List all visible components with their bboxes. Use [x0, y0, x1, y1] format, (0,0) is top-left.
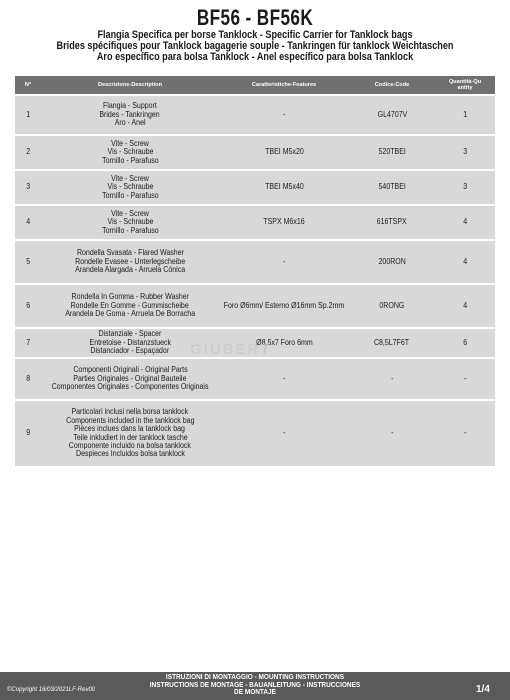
row-code — [349, 111, 435, 119]
row-code-text: - — [390, 373, 394, 383]
description-line: Teile inkludiert in der tanklock tasche — [72, 432, 188, 442]
row-features-text: - — [282, 256, 286, 266]
row-number — [15, 111, 41, 119]
description-line: Vis - Schraube — [107, 217, 153, 227]
row-description — [41, 249, 219, 274]
description-line: Rondella In Gomma - Rubber Washer — [71, 292, 189, 302]
row-description — [41, 175, 219, 200]
row-number-text: 1 — [26, 109, 30, 119]
row-code — [349, 375, 435, 383]
description-line: Vis - Schraube — [107, 147, 153, 157]
row-description — [41, 140, 219, 165]
description-line: Rondelle Evasee - Unterlegscheibe — [74, 256, 185, 266]
row-code-text: - — [390, 428, 394, 438]
table-row — [15, 136, 495, 169]
row-code — [349, 258, 435, 266]
description-line: Vite - Screw — [111, 208, 149, 218]
row-code-text: 200RON — [378, 256, 406, 266]
row-features-text: - — [282, 373, 286, 383]
description-line: Tornillo - Parafuso — [101, 190, 159, 200]
description-line: Componentes Originales - Componentes Originais — [51, 382, 209, 392]
row-features — [219, 111, 349, 119]
row-number — [15, 339, 41, 347]
description-line: Distanciador - Espaçador — [90, 346, 170, 356]
row-number-text: 8 — [26, 373, 30, 383]
table-body — [15, 96, 495, 466]
row-features-text: TSPX M6x16 — [263, 217, 305, 227]
row-number-text: 3 — [26, 182, 30, 192]
row-features — [219, 375, 349, 383]
row-code — [349, 183, 435, 191]
description-line: Componente incluido na bolsa tanklock — [68, 440, 192, 450]
row-number — [15, 375, 41, 383]
subtitle-line-2: Brides spécifiques pour Tanklock bagagerie souple - Tankringen für tanklock Weichtaschen — [56, 40, 454, 52]
header-code: Codice-Code — [374, 82, 410, 88]
row-quantity — [435, 258, 495, 266]
row-features — [219, 302, 349, 310]
row-number-text: 6 — [26, 300, 30, 310]
row-number — [15, 148, 41, 156]
row-quantity-text: 3 — [463, 182, 467, 192]
row-quantity-text: - — [463, 373, 467, 383]
row-quantity — [435, 148, 495, 156]
table-row — [15, 206, 495, 239]
row-quantity — [435, 111, 495, 119]
row-quantity — [435, 339, 495, 347]
row-features — [219, 429, 349, 437]
watermark: GIUBERT — [190, 341, 272, 358]
row-quantity-text: 4 — [463, 217, 467, 227]
row-number-text: 9 — [26, 428, 30, 438]
row-quantity — [435, 429, 495, 437]
row-features-text: - — [282, 428, 286, 438]
description-line: Vis - Schraube — [107, 182, 153, 192]
table-row — [15, 171, 495, 204]
row-code-text: 520TBEI — [378, 147, 406, 157]
description-line: Vite - Screw — [111, 173, 149, 183]
row-description — [41, 210, 219, 235]
description-line: Brides - Tankringen — [99, 109, 161, 119]
row-features — [219, 148, 349, 156]
row-features — [219, 183, 349, 191]
description-line: Entretoise - Distanzstueck — [89, 337, 171, 347]
row-number-text: 5 — [26, 256, 30, 266]
description-line: Particolari inclusi nella borsa tanklock — [71, 407, 189, 417]
row-quantity-text: 4 — [463, 256, 467, 266]
row-code-text: 0RONG — [379, 300, 405, 310]
header-quantity-text: Quantità-Quantity — [448, 79, 482, 91]
row-description — [41, 408, 219, 458]
row-number — [15, 302, 41, 310]
row-code — [349, 339, 435, 347]
row-features-text: Foro Ø6mm/ Esterno Ø16mm Sp.2mm — [223, 300, 345, 310]
header-quantity — [435, 79, 495, 91]
footer-line-1: ISTRUZIONI DI MONTAGGIO - MOUNTING INSTRUCTIONS — [165, 672, 345, 681]
footer-title — [130, 673, 380, 696]
row-features-text: TBEI M5x20 — [264, 147, 304, 157]
header-description: Descrizione-Description — [97, 82, 163, 88]
row-code — [349, 218, 435, 226]
description-line: Rondelle En Gomme - Gummischeibe — [70, 300, 190, 310]
row-features — [219, 258, 349, 266]
row-quantity — [435, 218, 495, 226]
row-quantity-text: 4 — [463, 300, 467, 310]
row-number — [15, 218, 41, 226]
document-title: BF56 - BF56K — [196, 5, 314, 30]
row-number — [15, 183, 41, 191]
row-number — [15, 429, 41, 437]
description-line: Distanziale - Spacer — [98, 329, 162, 339]
description-line: Tornillo - Parafuso — [101, 155, 159, 165]
subtitle-line-3: Aro específico para bolsa Tanklock - Anel específico para bolsa Tanklock — [96, 51, 414, 63]
description-line: Tornillo - Parafuso — [101, 225, 159, 235]
row-quantity — [435, 302, 495, 310]
row-quantity-text: 3 — [463, 147, 467, 157]
footer-line-2: INSTRUCTIONS DE MONTAGE - BAUANLEITUNG - INSTRUCCIONES — [149, 679, 361, 689]
row-quantity-text: 1 — [463, 109, 467, 119]
row-quantity-text: - — [463, 428, 467, 438]
table-row — [15, 241, 495, 283]
table-row — [15, 285, 495, 327]
table-row — [15, 96, 495, 134]
row-description — [41, 102, 219, 127]
row-code-text: GL4707V — [377, 109, 407, 119]
row-features — [219, 218, 349, 226]
row-code — [349, 429, 435, 437]
row-quantity — [435, 183, 495, 191]
description-line: Rondella Svasata - Flared Washer — [76, 248, 184, 258]
page-number: 1/4 — [476, 684, 490, 695]
table-row — [15, 401, 495, 466]
row-number-text: 7 — [26, 337, 30, 347]
footer-line-3: DE MONTAJE — [234, 687, 276, 697]
row-code-text: C8,5L7F6T — [374, 337, 410, 347]
row-number-text: 4 — [26, 217, 30, 227]
row-features-text: - — [282, 109, 286, 119]
parts-table — [15, 76, 495, 466]
row-features-text: TBEI M5x40 — [264, 182, 304, 192]
table-row — [15, 359, 495, 399]
description-line: Arandela De Goma - Arruela De Borracha — [65, 309, 195, 319]
document-header — [0, 6, 510, 63]
header-number: N° — [24, 82, 32, 88]
copyright-text: ©Copyright 16/03/2021LF-Rev00 — [7, 687, 96, 693]
row-features-text: Ø8,5x7 Foro 6mm — [255, 337, 313, 347]
row-quantity-text: 6 — [463, 337, 467, 347]
row-number — [15, 258, 41, 266]
header-features: Caratteristiche-Features — [251, 82, 317, 88]
description-line: Componenti Originali - Original Parts — [72, 365, 188, 375]
description-line: Aro - Anel — [114, 118, 146, 128]
table-header — [15, 76, 495, 94]
row-description — [41, 293, 219, 318]
description-line: Flangia - Support — [103, 101, 157, 111]
row-description — [41, 366, 219, 391]
row-code — [349, 148, 435, 156]
description-line: Components included in the tanklock bag — [65, 415, 195, 425]
row-code-text: 540TBEI — [378, 182, 406, 192]
description-line: Despieces Incluidos bolsa tanklock — [75, 449, 185, 459]
row-number-text: 2 — [26, 147, 30, 157]
row-quantity — [435, 375, 495, 383]
description-line: Arandela Alargada - Arruela Cónica — [74, 265, 185, 275]
subtitle-line-1: Flangia Specifica per borse Tanklock - Specific Carrier for Tanklock bags — [97, 29, 413, 41]
description-line: Pièces inclues dans la tanklock bag — [74, 424, 186, 434]
row-code — [349, 302, 435, 310]
description-line: Parties Originales - Original Bauteile — [73, 373, 187, 383]
description-line: Vite - Screw — [111, 138, 149, 148]
row-code-text: 616TSPX — [376, 217, 408, 227]
